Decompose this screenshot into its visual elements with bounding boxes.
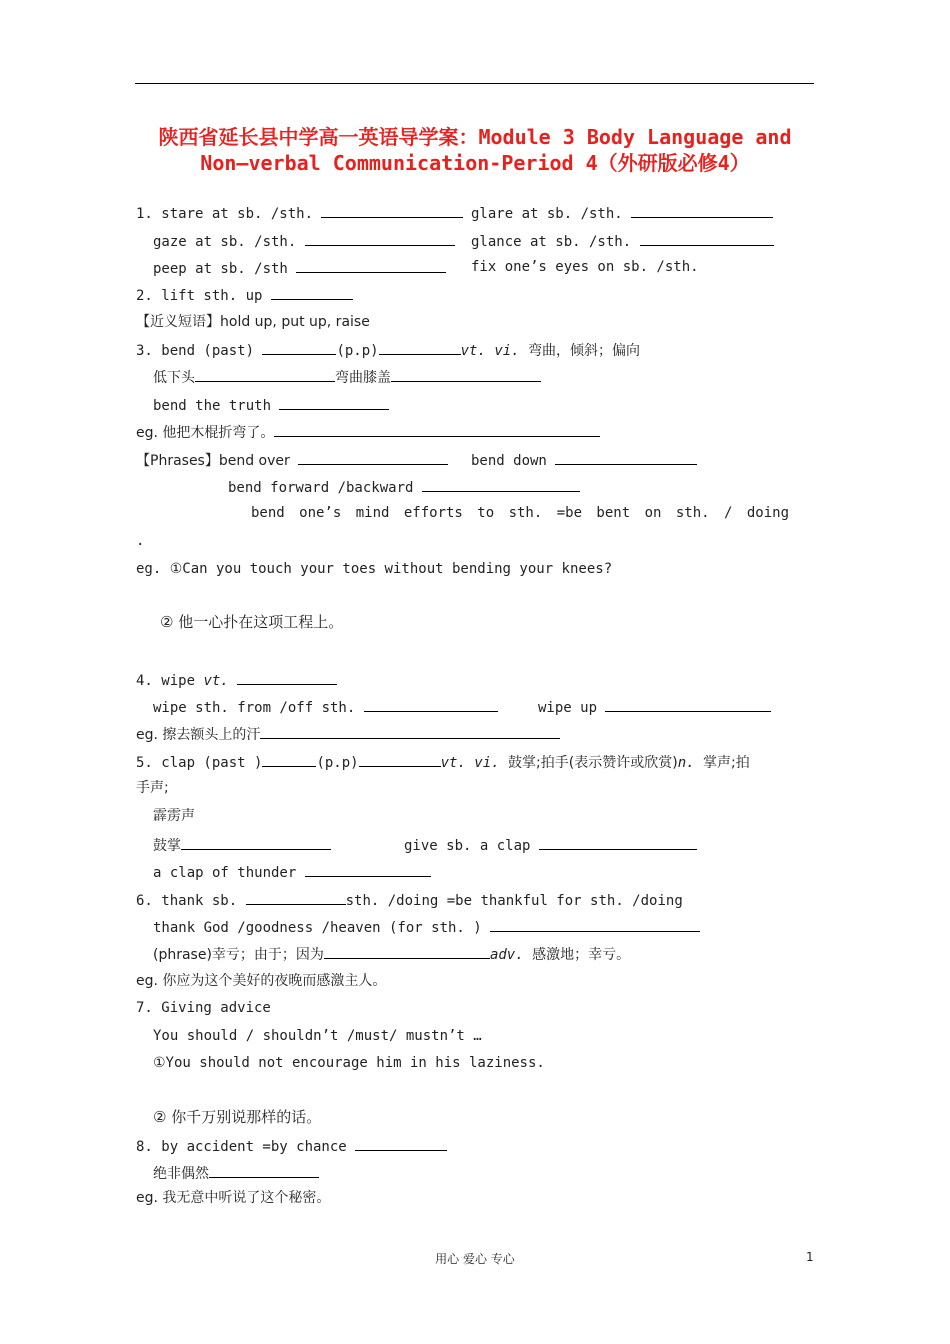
document-title (120, 124, 830, 176)
item-6-example: eg. 你应为这个美好的夜晚而感激主人。 (136, 973, 387, 989)
blank[interactable] (324, 944, 490, 959)
blank[interactable] (296, 258, 446, 273)
item-5-clap-thunder: a clap of thunder (153, 862, 431, 882)
blank[interactable] (181, 835, 331, 850)
item-5-thunder-cn: 霹雳声 (153, 808, 195, 824)
item-7-example-2: ② 你千万别说那样的话。 (153, 1108, 322, 1126)
item-4-wipe: 4. wipe vt. (136, 670, 337, 690)
item-8-example: eg. 我无意中听说了这个秘密。 (136, 1190, 331, 1206)
blank[interactable] (209, 1163, 319, 1178)
blank[interactable] (298, 450, 448, 465)
item-8-accident: 8. by accident =by chance (136, 1136, 447, 1156)
blank[interactable] (631, 203, 773, 218)
item-1-glance: glance at sb. /sth. (471, 231, 774, 251)
blank[interactable] (195, 367, 335, 382)
item-2-lift: 2. lift sth. up (136, 285, 353, 305)
item-5-applaud: 鼓掌 (153, 835, 331, 855)
blank[interactable] (279, 395, 389, 410)
item-3-bow-head: 低下头 弯曲膝盖 (153, 367, 541, 387)
blank[interactable] (605, 697, 771, 712)
blank[interactable] (260, 724, 560, 739)
item-5-clap-cont: 手声; (136, 780, 169, 796)
item-8-not-accident: 绝非偶然 (153, 1163, 319, 1183)
blank[interactable] (246, 890, 346, 905)
item-3-phrases: 【Phrases】bend over (136, 450, 448, 470)
blank[interactable] (321, 203, 463, 218)
item-3-example-1: eg. ①Can you touch your toes without bending your knees? (136, 561, 613, 577)
item-1-stare: 1. stare at sb. /sth. (136, 203, 463, 223)
blank[interactable] (305, 231, 455, 246)
item-1-peep: peep at sb. /sth (153, 258, 446, 278)
item-3-dot: . (136, 533, 145, 549)
item-5-give-clap: give sb. a clap (404, 835, 697, 855)
item-3-example-2: ② 他一心扑在这项工程上。 (160, 613, 344, 631)
blank[interactable] (391, 367, 541, 382)
blank[interactable] (490, 917, 700, 932)
blank[interactable] (274, 422, 600, 437)
blank[interactable] (305, 862, 431, 877)
item-2-synonyms: 【近义短语】hold up, put up, raise (136, 314, 370, 330)
page-footer: 用心 爱心 专心 (435, 1252, 515, 1266)
item-3-bend-forward: bend forward /backward (228, 477, 580, 497)
item-6-thanks-to: (phrase)幸亏；由于；因为 adv. 感激地；幸亏。 (153, 944, 630, 964)
item-6-thank-god: thank God /goodness /heaven (for sth. ) (153, 917, 700, 937)
blank[interactable] (237, 670, 337, 685)
item-7-pattern: You should / shouldn’t /must/ mustn’t … (153, 1028, 482, 1044)
item-1-glare: glare at sb. /sth. (471, 203, 773, 223)
item-3-example: eg. 他把木棍折弯了。 (136, 422, 600, 442)
blank[interactable] (640, 231, 774, 246)
item-7-example-1: ①You should not encourage him in his laziness. (153, 1055, 545, 1071)
item-3-bend-truth: bend the truth (153, 395, 389, 415)
title-line-2: Non—verbal Communication-Period 4（外研版必修4） (200, 151, 750, 175)
blank[interactable] (355, 1136, 447, 1151)
item-5-clap: 5. clap (past ) (p.p) vt. vi. 鼓掌;拍手(表示赞许或欣赏)n. 掌声;拍 (136, 752, 750, 772)
page-number: 1 (806, 1250, 814, 1264)
item-1-gaze: gaze at sb. /sth. (153, 231, 455, 251)
header-rule (135, 83, 814, 84)
item-3-bend-down: bend down (471, 450, 697, 470)
item-7-heading: 7. Giving advice (136, 1000, 271, 1016)
blank[interactable] (379, 340, 461, 355)
blank[interactable] (422, 477, 580, 492)
blank[interactable] (364, 697, 498, 712)
item-4-wipe-up: wipe up (538, 697, 771, 717)
title-line-1: 陕西省延长县中学高一英语导学案：Module 3 Body Language and (158, 125, 792, 149)
blank[interactable] (359, 752, 441, 767)
item-3-bend: 3. bend (past) (p.p) vt. vi. 弯曲，倾斜；偏向 (136, 340, 640, 360)
blank[interactable] (262, 340, 336, 355)
blank[interactable] (539, 835, 697, 850)
item-4-wipe-from: wipe sth. from /off sth. (153, 697, 498, 717)
blank[interactable] (555, 450, 697, 465)
item-6-thank: 6. thank sb. sth. /doing =be thankful for sth. /doing (136, 890, 683, 910)
blank[interactable] (271, 285, 353, 300)
blank[interactable] (262, 752, 316, 767)
item-3-bend-mind: bend one’s mind efforts to sth. =be bent on sth. / doing (251, 505, 790, 521)
item-1-fix: fix one’s eyes on sb. /sth. (471, 259, 699, 275)
item-4-example: eg. 擦去额头上的汗 (136, 724, 560, 744)
